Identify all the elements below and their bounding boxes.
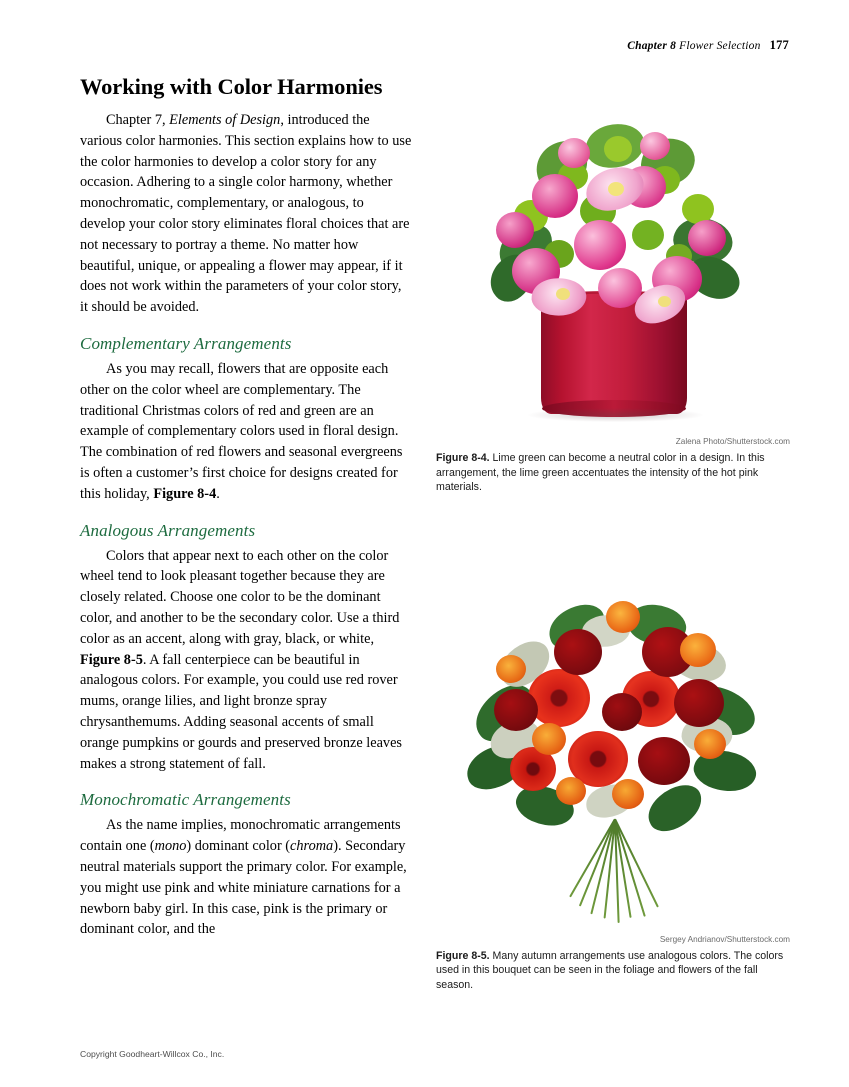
orchid-throat [608, 182, 624, 196]
bud [558, 138, 590, 168]
section-heading-analogous: Analogous Arrangements [80, 520, 256, 540]
page-title: Working with Color Harmonies [80, 74, 383, 99]
figure-8-5-credit: Sergey Andrianov/Shutterstock.com [659, 934, 790, 944]
para-mono-part1: As the name implies, monochromatic arrangements contain one ( [80, 817, 401, 855]
figure-reference-8-5: Figure 8-5 [80, 651, 143, 668]
pink-blooms-layer [436, 108, 790, 433]
para-analogous-tail: . A fall centerpiece can be beautiful in analogous colors. For example, you could use red rover mums, orange lilies, and light bronze spray chrysanthemums. Adding seasonal accents of small orange pumpkins or gourds and preserved bronze leaves makes a strong statement of fall. [80, 651, 402, 772]
copyright-footer: Copyright Goodheart-Willcox Co., Inc. [80, 1049, 225, 1059]
para-analogous-text: Colors that appear next to each other on the color wheel tend to look pleasant together because they are closely related. Choose one color to be the dominant color, and another to be the secondary color. Use a third color as an accent, along with gray, black, or white, [80, 547, 400, 647]
para-mono-part2: ) dominant color ( [186, 838, 291, 855]
paragraph-complementary [80, 359, 412, 505]
orchid-throat [556, 288, 570, 300]
figure-8-5-label: Figure 8-5. [436, 949, 490, 962]
red-orange-blooms-layer [436, 571, 790, 931]
figure-column-right [436, 108, 790, 993]
section-heading-monochromatic: Monochromatic Arrangements [80, 790, 291, 810]
figure-8-4-caption [436, 451, 790, 495]
term-mono: mono [154, 838, 187, 855]
intro-prefix: Chapter 7, [106, 112, 170, 128]
page-number: 177 [769, 38, 789, 52]
red-rose [494, 689, 538, 731]
red-rose [554, 629, 602, 675]
running-head [627, 38, 789, 53]
red-rose [638, 737, 690, 785]
orange-alstroemeria [680, 633, 716, 667]
para-complementary-text: As you may recall, flowers that are opposite each other on the color wheel are complementary. The traditional Christmas colors of red and green are an example of complementary colors used in floral design. The combination of red flowers and seasonal evergreens is often a customer’s first choice for designs created for this holiday, [80, 360, 403, 502]
rose-bloom [574, 220, 626, 270]
orchid-throat [658, 296, 671, 307]
term-chroma: chroma [290, 838, 334, 855]
rose-bloom [688, 220, 726, 256]
figure-8-5-caption [436, 949, 790, 993]
running-head-title: Flower Selection [679, 40, 761, 52]
bud [640, 132, 670, 160]
intro-italic-title: Elements of Design [169, 112, 281, 128]
para-mono-part3: ). Secondary neutral materials support the primary color. For example, you might use pink and white miniature carnations for a newborn baby girl. In this case, pink is the primary or dominant color, and the [80, 838, 407, 938]
para-complementary-tail: . [216, 485, 220, 502]
gerbera-daisy [528, 669, 590, 727]
figure-8-4 [436, 108, 790, 495]
orange-alstroemeria [556, 777, 586, 805]
figure-reference-8-4: Figure 8-4 [153, 485, 217, 502]
orange-alstroemeria [694, 729, 726, 759]
rose-bloom [496, 212, 534, 248]
section-heading-complementary: Complementary Arrangements [80, 333, 292, 353]
orange-alstroemeria [612, 779, 644, 809]
figure-8-4-label: Figure 8-4. [436, 452, 490, 464]
intro-rest: , introduced the various color harmonies. This section explains how to use the color harmonies to develop a color story for any occasion. Adhering to a single color harmony, whether monochromatic, complementary, or analogous, to develop your color story eliminates floral choices that are not necessary to portray a theme. No matter how beautiful, unique, or appealing a flower may appear, if it does not work within the parameters of your color story, it should be avoided. [80, 112, 412, 316]
rose-bloom [532, 174, 578, 218]
figure-8-5-image [436, 571, 790, 931]
red-rose [674, 679, 724, 727]
running-head-chapter: Chapter 8 [627, 40, 677, 52]
figure-8-5-caption-text: Many autumn arrangements use analogous colors. The colors used in this bouquet can be seen in the foliage and flowers of the fall season. [436, 949, 784, 992]
red-rose [602, 693, 642, 731]
orange-alstroemeria [606, 601, 640, 633]
orange-alstroemeria [496, 655, 526, 683]
text-column-left [80, 74, 412, 942]
paragraph-analogous [80, 546, 412, 775]
figure-8-5 [436, 571, 790, 993]
paragraph-monochromatic [80, 815, 412, 940]
figure-8-4-caption-text: Lime green can become a neutral color in a design. In this arrangement, the lime green accentuates the intensity of the hot pink materials. [436, 452, 765, 494]
figure-8-4-credit: Zalena Photo/Shutterstock.com [675, 437, 790, 446]
intro-paragraph [80, 110, 412, 318]
figure-8-4-image [436, 108, 790, 433]
orange-alstroemeria [532, 723, 566, 755]
